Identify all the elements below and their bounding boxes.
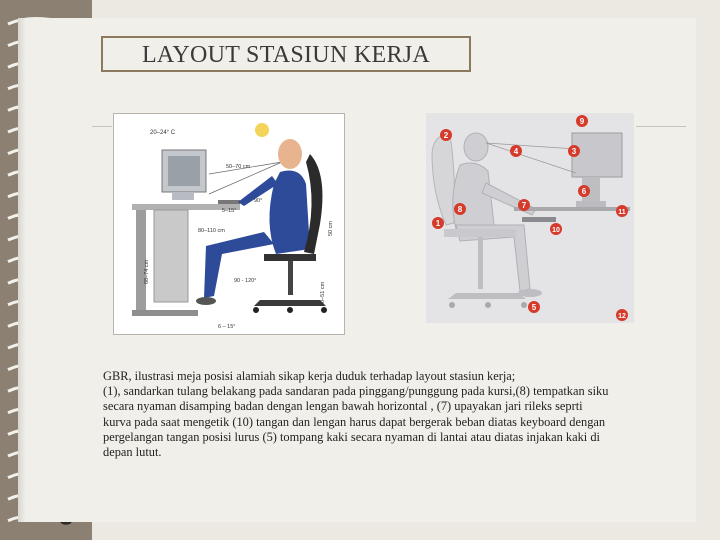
marker-label-3: 3 (571, 147, 577, 156)
ergonomic-posture-diagram (114, 114, 344, 334)
marker-label-1: 1 (435, 219, 441, 228)
divider-left (92, 126, 112, 127)
workstation-illustration-right (426, 113, 634, 323)
label-desk-depth: 80–110 cm (198, 228, 225, 234)
divider-right (636, 126, 686, 127)
marker-label-7: 7 (521, 201, 527, 210)
label-desk-height: 68–74 cm (144, 259, 150, 284)
marker-label-12: 12 (618, 313, 626, 320)
label-foot-angle: 6 – 15° (218, 324, 236, 330)
slide-title: LAYOUT STASIUN KERJA (141, 42, 431, 68)
label-backrest-height: 50 cm (328, 221, 334, 236)
marker-label-11: 11 (618, 209, 626, 216)
label-elbow-angle: 90° (254, 198, 263, 204)
caption-line: secara nyaman disamping badan dengan lengan bawah horizontal , (7) upayakan jari rileks seprti (103, 399, 583, 414)
label-viewing-distance: 50–70 cm (226, 164, 251, 170)
workstation-illustration-left (113, 113, 345, 335)
caption-line: kurva pada saat mengetik (10) tangan dan lengan harus dapat bergerak beban diatas keyboard dengan (103, 414, 606, 429)
label-temp: 20–24° C (150, 130, 176, 136)
caption-line: GBR, ilustrasi meja posisi alamiah sikap kerja duduk terhadap layout stasiun kerja; (103, 369, 516, 383)
caption-line: depan lutut. (103, 445, 162, 460)
marker-label-10: 10 (552, 227, 560, 234)
numbered-posture-diagram (426, 113, 634, 323)
caption-line: pergelangan tangan posisi lurus (5) tompang kaki secara nyaman di lantai atau diatas injakan kaki di (103, 429, 600, 444)
label-tilt: 5–15° (222, 208, 237, 214)
caption-line: (1), sandarkan tulang belakang pada sandaran pada pinggang/punggung pada kursi,(8) tempatkan siku (103, 384, 609, 399)
label-knee-angle: 90 - 120° (234, 278, 257, 284)
label-seat-height: 40–51 cm (320, 281, 326, 306)
title-box (101, 36, 471, 72)
marker-label-9: 9 (579, 117, 585, 126)
marker-label-2: 2 (443, 131, 449, 140)
figure-caption (103, 369, 693, 460)
marker-label-6: 6 (581, 187, 587, 196)
marker-label-4: 4 (513, 147, 519, 156)
marker-label-8: 8 (457, 205, 463, 214)
marker-label-5: 5 (531, 303, 537, 312)
